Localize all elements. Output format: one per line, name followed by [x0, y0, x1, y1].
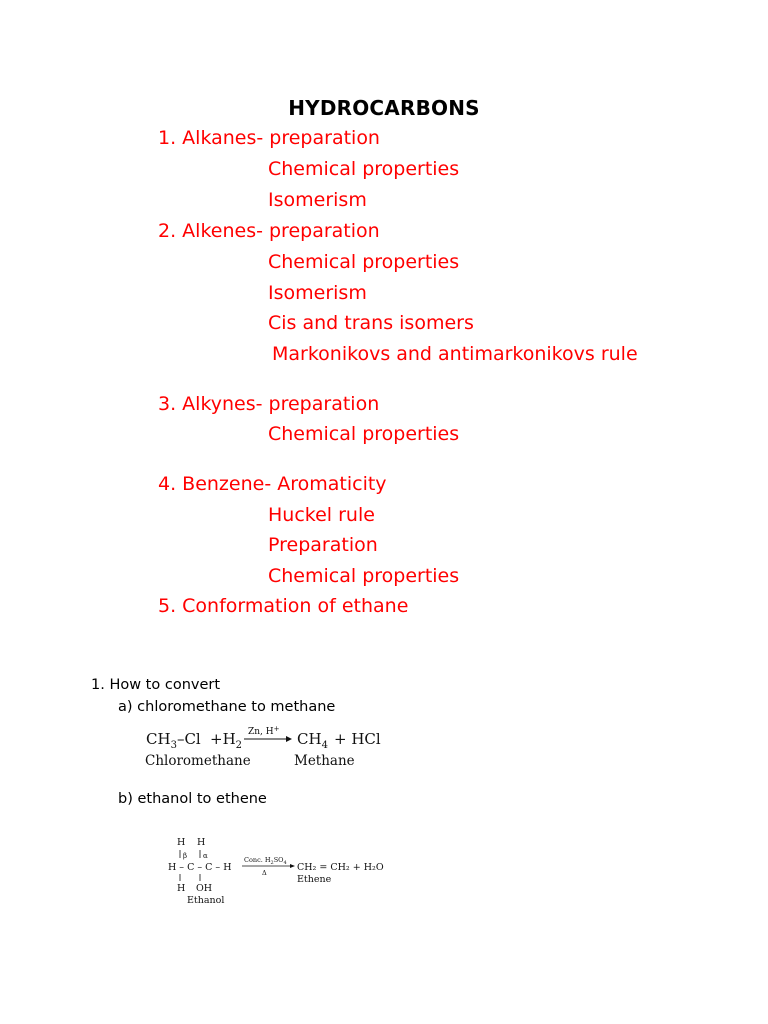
ethanol-chain: H – C – C – H — [168, 862, 232, 873]
question-part-a: a) chloromethane to methane — [118, 699, 336, 715]
arrow-head — [290, 864, 295, 868]
group-oh: OH — [196, 883, 213, 894]
outline-subitem: Chemical properties — [268, 251, 460, 273]
reactant-ch3cl: $CH_3-Cl$ — [146, 730, 201, 751]
outline-item-benzene: 4. Benzene- Aromaticity — [158, 473, 387, 495]
outline-item-conformation: 5. Conformation of ethane — [158, 595, 409, 617]
outline-subitem: Preparation — [268, 534, 378, 556]
question-heading: 1. How to convert — [91, 677, 221, 693]
outline-item-alkynes: 3. Alkynes- preparation — [158, 393, 380, 415]
outline-subitem: Chemical properties — [268, 423, 460, 445]
product-hcl: + HCl — [334, 730, 381, 748]
reactant-h2: $+H_2$ — [210, 730, 243, 751]
outline-item-alkanes: 1. Alkanes- preparation — [158, 127, 380, 149]
outline-subitem: Huckel rule — [268, 504, 375, 526]
question-part-b: b) ethanol to ethene — [118, 791, 267, 807]
outline-subitem: Cis and trans isomers — [268, 312, 474, 334]
label-ethene: Ethene — [297, 874, 332, 885]
outline-subitem: Chemical properties — [268, 158, 460, 180]
outline-item-alkenes: 2. Alkenes- preparation — [158, 220, 380, 242]
outline-subitem: Chemical properties — [268, 565, 460, 587]
reaction-condition-heat: Δ — [262, 869, 267, 877]
label-chloromethane: Chloromethane — [145, 753, 251, 769]
label-methane: Methane — [294, 753, 355, 769]
reaction-ethanol-ethene — [168, 834, 398, 914]
reaction-condition-acid: Conc. $H_2SO_4$ — [244, 856, 287, 866]
product-ethene-water: CH₂ = CH₂ + H₂O — [297, 862, 384, 873]
reaction-condition: Zn, H+ — [248, 725, 280, 737]
reaction-chloromethane-methane — [140, 720, 400, 772]
atom-h-top-1: H — [177, 837, 186, 848]
alpha-label: α — [203, 852, 208, 860]
atom-h-top-2: H — [197, 837, 206, 848]
beta-label: β — [183, 852, 188, 860]
outline-subitem: Isomerism — [268, 282, 367, 304]
arrow-head — [286, 736, 292, 742]
atom-h-bottom: H — [177, 883, 186, 894]
outline-subitem: Markonikovs and antimarkonikovs rule — [272, 343, 638, 365]
product-ch4: $CH_4$ — [297, 730, 328, 751]
page-title: HYDROCARBONS — [288, 96, 480, 120]
label-ethanol: Ethanol — [187, 895, 225, 906]
outline-subitem: Isomerism — [268, 189, 367, 211]
